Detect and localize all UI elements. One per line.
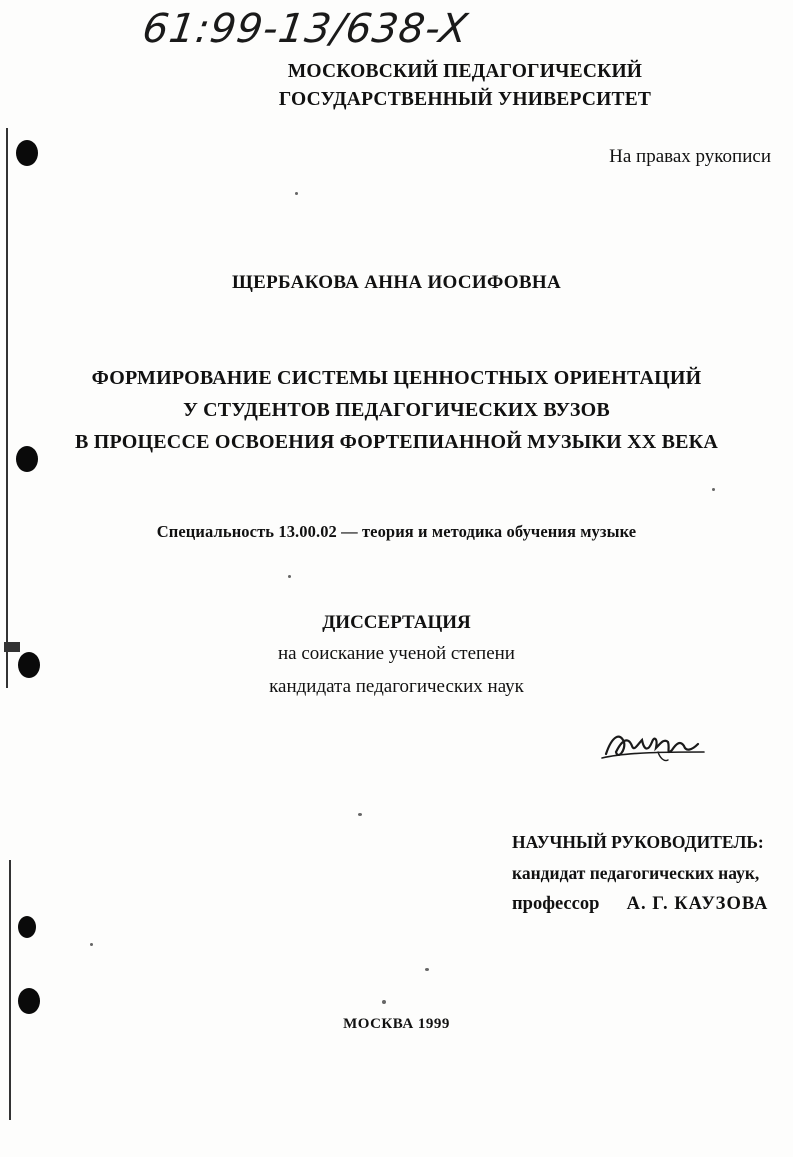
university-name: МОСКОВСКИЙ ПЕДАГОГИЧЕСКИЙ ГОСУДАРСТВЕННЫЙ УНИВЕРСИТЕТ [278,61,652,110]
paper-speck [90,943,93,946]
advisor-line [512,894,782,915]
paper-speck [295,192,298,195]
dissertation-title [0,362,793,458]
paper-speck [712,488,715,491]
degree-line: кандидата педагогических наук [269,676,524,697]
city-year: МОСКВА 1999 [343,1016,450,1032]
title-line: В ПРОЦЕССЕ ОСВОЕНИЯ ФОРТЕПИАННОЙ МУЗЫКИ XX ВЕКА [74,431,719,453]
binding-edge-line [9,860,11,1120]
binding-hole [16,140,38,166]
paper-speck [382,1000,386,1004]
binding-hole [18,916,36,938]
manuscript-rights: На правах рукописи [609,146,771,167]
catalog-number: 61:99-13/638-X [139,6,472,52]
paper-speck [288,575,291,578]
author-name: ЩЕРБАКОВА АННА ИОСИФОВНА [232,272,561,293]
advisor-heading: НАУЧНЫЙ РУКОВОДИТЕЛЬ: [512,832,764,852]
title-line: У СТУДЕНТОВ ПЕДАГОГИЧЕСКИХ ВУЗОВ [183,399,610,421]
paper-speck [425,968,429,971]
signature-mark [598,722,708,772]
advisor-name: А. Г. КАУЗОВА [626,894,769,914]
title-line: ФОРМИРОВАНИЕ СИСТЕМЫ ЦЕННОСТНЫХ ОРИЕНТАЦИЙ [91,367,702,389]
binding-hole [18,988,40,1014]
advisor-degree: кандидат педагогических наук, [512,863,760,883]
dissertation-heading: ДИССЕРТАЦИЯ [322,612,471,633]
paper-speck [358,813,362,816]
advisor-rank: профессор [512,894,600,914]
specialty: Специальность 13.00.02 — теория и методика обучения музыке [156,522,637,541]
degree-line: на соискание ученой степени [278,643,515,664]
